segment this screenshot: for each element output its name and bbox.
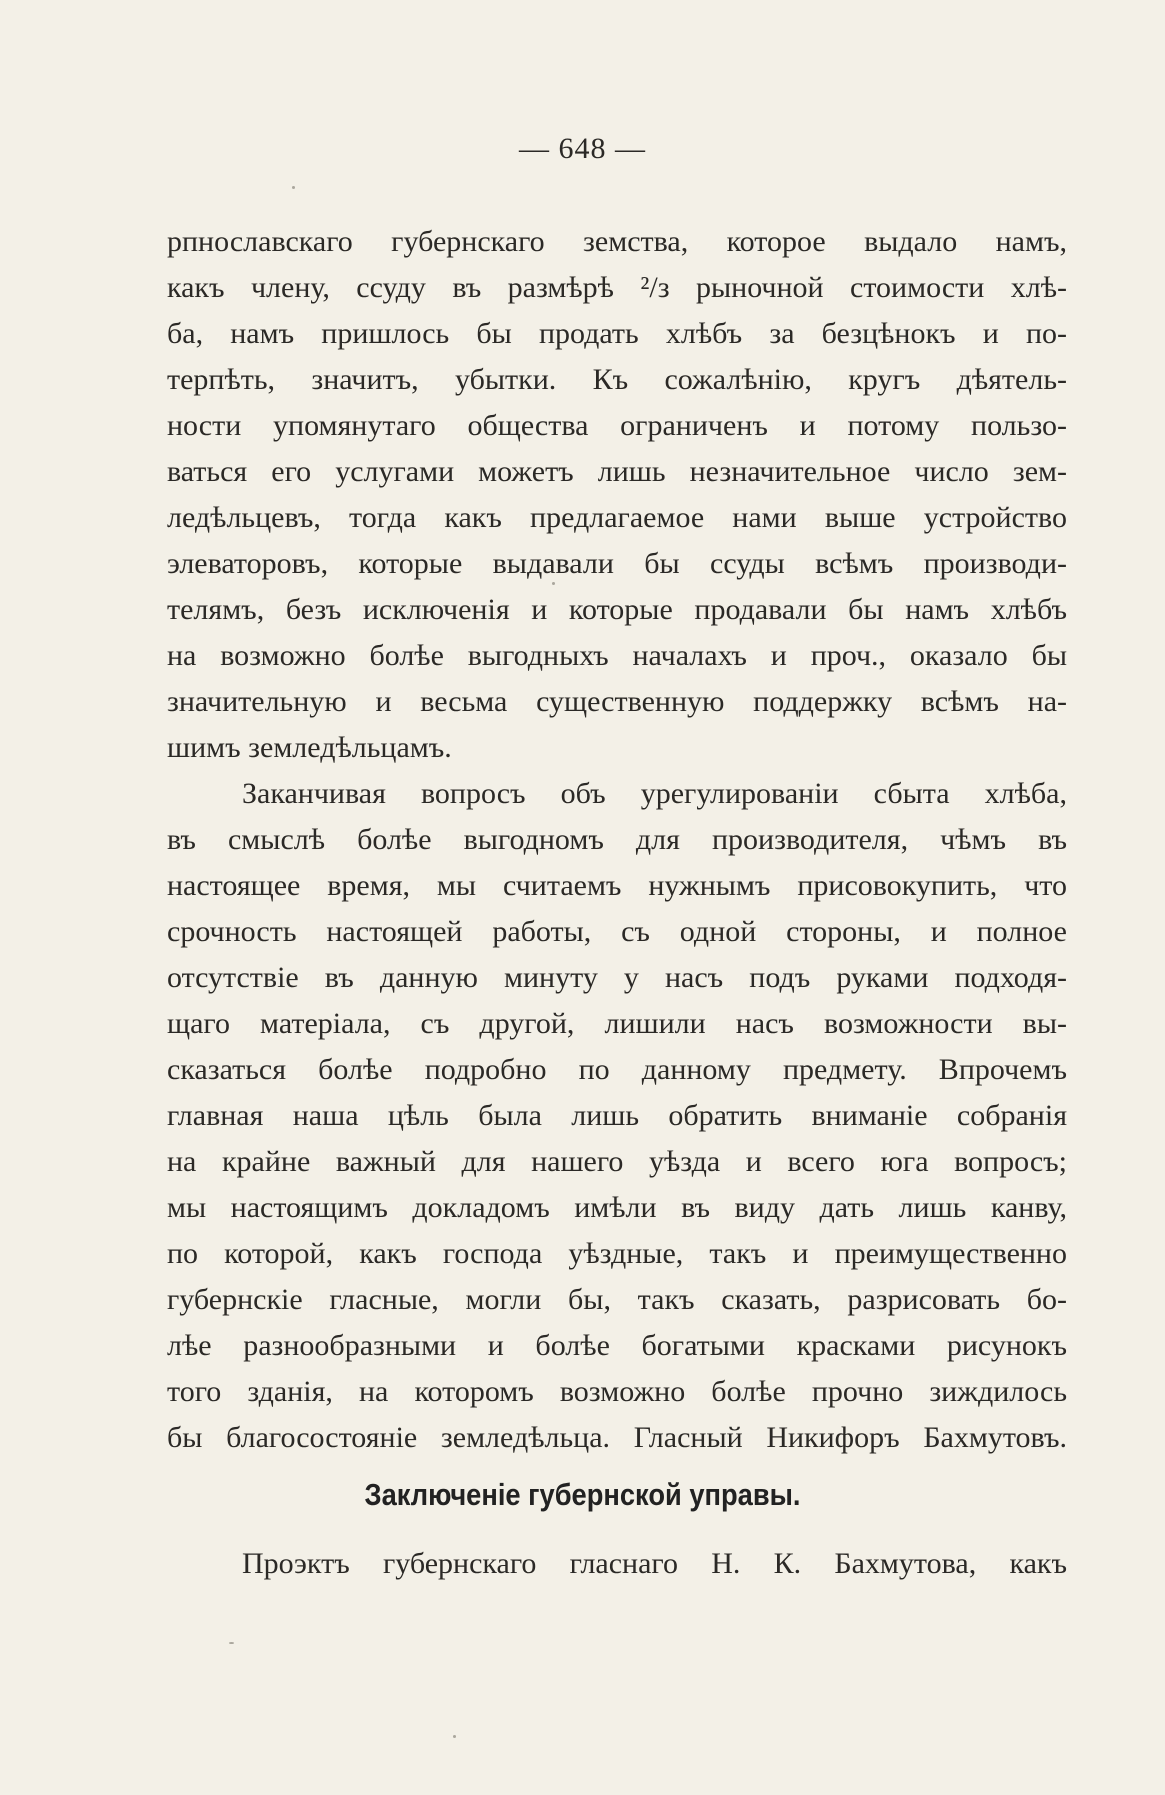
text-line: главная наша цѣль была лишь обратить вниманіе собранія: [167, 1099, 1067, 1132]
text-line: элеваторовъ, которые выдавали бы ссуды всѣмъ производи-: [167, 547, 1067, 580]
text-line: терпѣть, значитъ, убытки. Къ сожалѣнію, кругъ дѣятель-: [167, 363, 1067, 396]
page-number: — 648 —: [519, 132, 646, 165]
text-line: на крайне важный для нашего уѣзда и всего юга вопросъ;: [167, 1145, 1067, 1178]
text-line: мы настоящимъ докладомъ имѣли въ виду дать лишь канву,: [167, 1191, 1067, 1224]
paper-speck: [552, 582, 555, 585]
paragraph-start-line: Проэктъ губернскаго гласнаго Н. К. Бахмутова, какъ: [242, 1547, 1067, 1580]
text-line: значительную и весьма существенную поддержку всѣмъ на-: [167, 685, 1067, 718]
text-line: по которой, какъ господа уѣздные, такъ и преимущественно: [167, 1237, 1067, 1270]
section-text: [167, 1541, 1067, 1587]
text-line: щаго матеріала, съ другой, лишили насъ возможности вы-: [167, 1007, 1067, 1040]
text-line: отсутствіе въ данную минуту у насъ подъ руками подходя-: [167, 961, 1067, 994]
text-line: срочность настоящей работы, съ одной стороны, и полное: [167, 915, 1067, 948]
text-line: того зданія, на которомъ возможно болѣе прочно зиждилось: [167, 1375, 1067, 1408]
text-line: ледѣльцевъ, тогда какъ предлагаемое нами выше устройство: [167, 501, 1067, 534]
text-line: какъ члену, ссуду въ размѣрѣ ²/з рыночной стоимости хлѣ-: [167, 271, 1067, 304]
paper-speck: [292, 186, 295, 189]
text-line: бы благосостояніе земледѣльца. Гласный Никифоръ Бахмутовъ.: [167, 1421, 1067, 1454]
text-line: сказаться болѣе подробно по данному предмету. Впрочемъ: [167, 1053, 1067, 1086]
text-line: шимъ земледѣльцамъ.: [167, 731, 452, 764]
body-text: [167, 219, 1067, 1461]
text-line: въ смыслѣ болѣе выгодномъ для производителя, чѣмъ въ: [167, 823, 1067, 856]
text-line: настоящее время, мы считаемъ нужнымъ присовокупить, что: [167, 869, 1067, 902]
text-line: ности упомянутаго общества ограниченъ и потому пользо-: [167, 409, 1067, 442]
text-line: телямъ, безъ исключенія и которые продавали бы намъ хлѣбъ: [167, 593, 1067, 626]
paper-speck: [453, 1735, 456, 1738]
text-line: рпнославскаго губернскаго земства, которое выдало намъ,: [167, 225, 1067, 258]
paper-speck: [229, 1642, 234, 1644]
text-line: ваться его услугами можетъ лишь незначительное число зем-: [167, 455, 1067, 488]
text-line: ба, намъ пришлось бы продать хлѣбъ за безцѣнокъ и по-: [167, 317, 1067, 350]
section-heading: Заключеніе губернской управы.: [364, 1477, 801, 1512]
text-line: на возможно болѣе выгодныхъ началахъ и проч., оказало бы: [167, 639, 1067, 672]
paragraph-start-line: Заканчивая вопросъ объ урегулированіи сбыта хлѣба,: [242, 777, 1067, 810]
text-line: губернскіе гласные, могли бы, такъ сказать, разрисовать бо-: [167, 1283, 1067, 1316]
text-line: лѣе разнообразными и болѣе богатыми красками рисунокъ: [167, 1329, 1067, 1362]
